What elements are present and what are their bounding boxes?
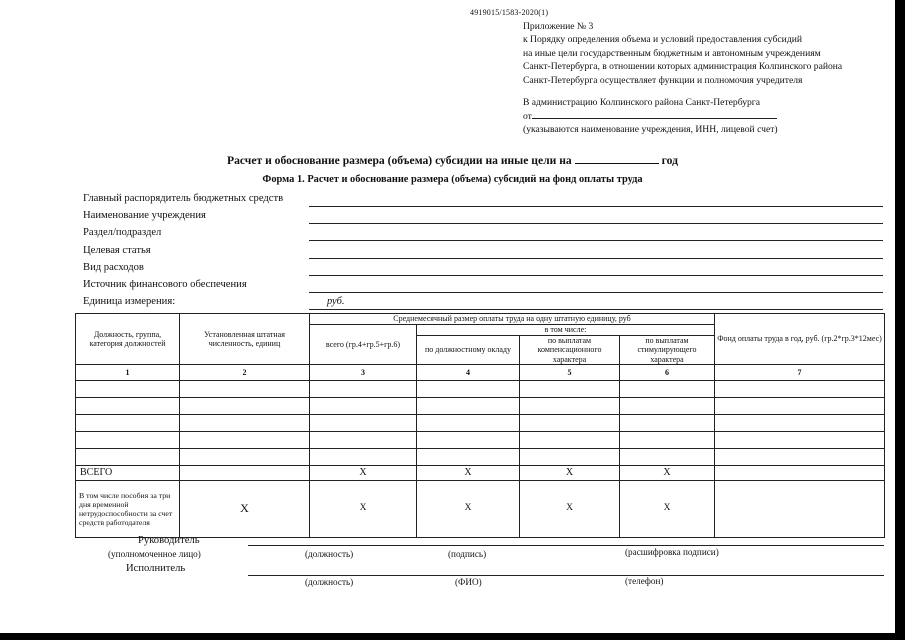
table-cell[interactable] [620,415,715,432]
table-cell[interactable] [310,415,417,432]
x-mark: Х [310,481,417,538]
table-cell[interactable] [715,449,885,466]
sick-leave-label: В том числе пособия за три дня временной нетрудоспособности за счет средств работодателя [76,481,180,538]
header-stimulating: по выплатам стимулирующего характера [620,335,715,365]
appendix-line: к Порядку определения объема и условий предоставления субсидий [523,34,802,46]
sick-leave-row [76,481,885,538]
table-cell[interactable] [310,381,417,398]
table-cell[interactable] [520,381,620,398]
table-cell[interactable] [180,381,310,398]
scan-edge-bottom [0,633,905,640]
address-note: (указываются наименование учреждения, ИНН, лицевой счет) [523,124,778,136]
field-label: Раздел/подраздел [83,227,162,239]
table-row [76,381,885,398]
total-row [76,466,885,481]
field-label: Единица измерения: [83,296,176,308]
signature-decode-caption: (расшифровка подписи) [625,547,719,557]
executor-line[interactable] [248,575,884,576]
address-from-field[interactable] [532,109,777,119]
table-cell[interactable] [310,432,417,449]
field-input-line[interactable] [309,240,883,241]
x-mark: Х [620,466,715,481]
document-id: 4919015/1583-2020(1) [470,8,549,17]
column-numbers-row [76,365,885,381]
field-input-line[interactable] [309,309,883,310]
signature-position-caption: (должность) [305,549,354,559]
header-payroll-fund: Фонд оплаты труда в год, руб. (гр.2*гр.3*12мес) [715,314,885,365]
x-mark: Х [520,481,620,538]
table-cell[interactable] [180,466,310,481]
table-cell[interactable] [715,398,885,415]
header-staff-count: Установленная штатная численность, единиц [180,314,310,365]
table-cell[interactable] [520,432,620,449]
table-cell[interactable] [76,398,180,415]
header-base-salary: по должностному окладу [417,335,520,365]
document-title [0,153,905,167]
column-number: 2 [180,365,310,381]
title-year-word: год [661,154,678,167]
address-block [523,96,898,137]
x-mark: Х [310,466,417,481]
payroll-table [75,313,885,538]
form-subtitle: Форма 1. Расчет и обоснование размера (объема) субсидий на фонд оплаты труда [262,174,643,185]
table-cell[interactable] [417,415,520,432]
table-row [76,398,885,415]
field-target-article [83,245,883,262]
address-to: В администрацию Колпинского района Санкт-Петербурга [523,97,760,108]
field-unit-value: руб. [327,296,345,308]
table-cell[interactable] [310,398,417,415]
appendix-line: Санкт-Петербурга осуществляет функции и полномочия учредителя [523,74,803,86]
header-position: Должность, группа, категория должностей [76,314,180,365]
table-cell[interactable] [76,449,180,466]
x-mark: Х [620,481,715,538]
address-from [523,109,898,123]
x-mark: Х [180,481,310,538]
field-section [83,227,883,244]
title-text: Расчет и обоснование размера (объема) субсидии на иные цели на [227,154,572,167]
table-row [76,415,885,432]
x-mark: Х [417,481,520,538]
x-mark: Х [520,466,620,481]
field-input-line[interactable] [309,258,883,259]
signature-authorized-caption: (уполномоченное лицо) [108,549,201,559]
column-number: 6 [620,365,715,381]
table-cell[interactable] [417,449,520,466]
header-compensation: по выплатам компенсационного характера [520,335,620,365]
table-cell[interactable] [76,415,180,432]
table-cell[interactable] [417,432,520,449]
field-label: Наименование учреждения [83,210,206,222]
column-number: 4 [417,365,520,381]
table-cell[interactable] [715,415,885,432]
table-cell[interactable] [620,398,715,415]
table-row [76,449,885,466]
x-mark: Х [417,466,520,481]
table-cell[interactable] [620,432,715,449]
table-cell[interactable] [180,415,310,432]
field-label: Источник финансового обеспечения [83,278,247,290]
table-cell[interactable] [620,449,715,466]
table-cell[interactable] [620,381,715,398]
year-field[interactable] [575,153,659,164]
field-unit [83,296,883,313]
form-fields [83,193,883,313]
signature-head-label: Руководитель [138,535,200,546]
appendix-line: Санкт-Петербурга, в отношении которых администрация Колпинского района [523,61,843,73]
table-cell[interactable] [520,398,620,415]
signature-sign-caption: (подпись) [448,549,487,559]
table-cell[interactable] [417,381,520,398]
field-label: Вид расходов [83,261,144,273]
table-cell[interactable] [715,381,885,398]
table-cell[interactable] [310,449,417,466]
column-number: 5 [520,365,620,381]
field-input-line[interactable] [309,275,883,276]
header-including: в том числе: [417,325,715,336]
field-expense-type [83,262,883,279]
column-number: 3 [310,365,417,381]
table-cell[interactable] [180,398,310,415]
field-institution-name [83,210,883,227]
address-from-label: от [523,111,532,123]
table-cell[interactable] [520,415,620,432]
table-cell[interactable] [715,432,885,449]
table-row [76,432,885,449]
table-cell[interactable] [715,481,885,538]
table-cell[interactable] [180,449,310,466]
field-input-line[interactable] [309,292,883,293]
field-label: Целевая статья [83,244,151,256]
table-cell[interactable] [76,381,180,398]
header-avg-salary: Среднемесячный размер оплаты труда на одну штатную единицу, руб [310,314,715,325]
executor-position-caption: (должность) [305,577,354,587]
appendix-block [523,20,898,87]
executor-label: Исполнитель [126,563,186,574]
header-total: всего (гр.4+гр.5+гр.6) [310,325,417,365]
total-label: ВСЕГО [76,466,180,481]
column-number: 7 [715,365,885,381]
appendix-line: Приложение № 3 [523,21,594,32]
table-cell[interactable] [76,432,180,449]
field-budget-manager [83,193,883,210]
field-input-line[interactable] [309,206,883,207]
executor-phone-caption: (телефон) [625,576,664,586]
table-cell[interactable] [715,466,885,481]
table-cell[interactable] [520,449,620,466]
column-number: 1 [76,365,180,381]
field-input-line[interactable] [309,223,883,224]
table-cell[interactable] [417,398,520,415]
table-cell[interactable] [180,432,310,449]
field-funding-source [83,279,883,296]
executor-fio-caption: (ФИО) [455,577,482,587]
field-label: Главный распорядитель бюджетных средств [83,193,284,204]
signature-head-line[interactable] [248,545,884,546]
appendix-line: на иные цели государственным бюджетным и автономным учреждениям [523,47,821,59]
